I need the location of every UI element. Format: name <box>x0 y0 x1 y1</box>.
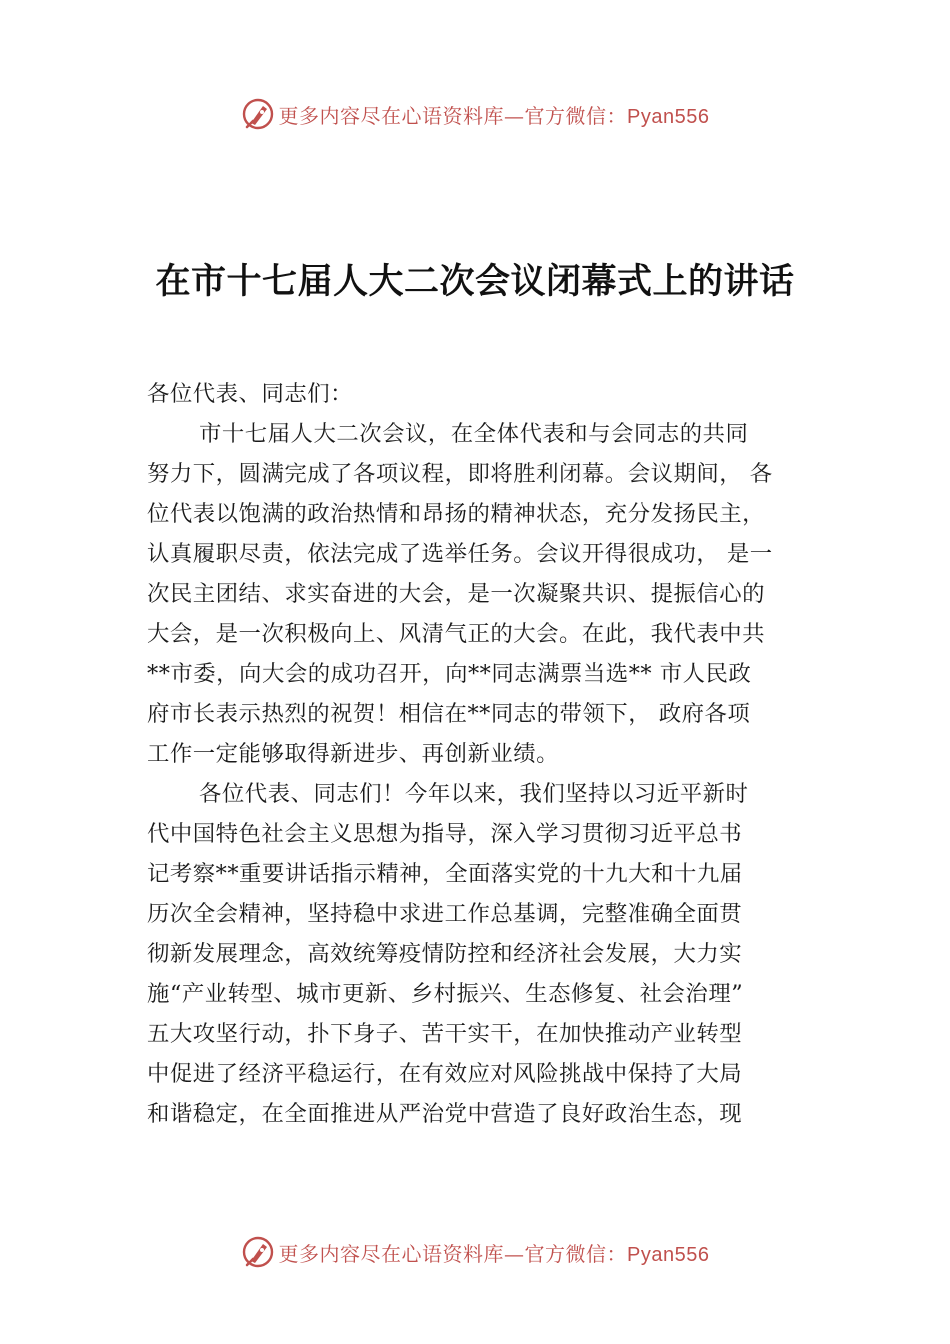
wechat-id: Pyan556 <box>627 105 710 128</box>
paragraph-line: 努力下，圆满完成了各项议程，即将胜利闭幕。会议期间， 各 <box>147 461 773 487</box>
paragraph-line: 府市长表示热烈的祝贺！相信在**同志的带领下， 政府各项 <box>147 701 751 727</box>
pen-nib-circle-icon <box>241 97 275 131</box>
paragraph-line: 大会，是一次积极向上、风清气正的大会。在此，我代表中共 <box>147 621 766 647</box>
banner-slogan: 更多内容尽在心语资料库—官方微信： <box>278 103 628 128</box>
paragraph-line: 工作一定能够取得新进步、再创新业绩。 <box>147 741 560 767</box>
banner-slogan: 更多内容尽在心语资料库—官方微信： <box>278 1241 628 1266</box>
paragraph-line: **市委，向大会的成功召开，向**同志满票当选** 市人民政 <box>147 661 752 687</box>
paragraph-line: 各位代表、同志们！今年以来，我们坚持以习近平新时 <box>199 781 749 807</box>
document-title: 在市十七届人大二次会议闭幕式上的讲话 <box>155 262 795 302</box>
paragraph-line: 记考察**重要讲话指示精神，全面落实党的十九大和十九届 <box>147 861 743 887</box>
pen-nib-circle-icon <box>241 1235 275 1269</box>
paragraph-2 <box>147 774 817 1134</box>
paragraph-line: 和谐稳定，在全面推进从严治党中营造了良好政治生态，现 <box>147 1101 743 1127</box>
paragraph-line: 市十七届人大二次会议，在全体代表和与会同志的共同 <box>199 421 749 447</box>
paragraph-line: 历次全会精神，坚持稳中求进工作总基调，完整准确全面贯 <box>147 901 743 927</box>
paragraph-1 <box>147 414 817 774</box>
paragraph-line: 施“产业转型、城市更新、乡村振兴、生态修复、社会治理” <box>147 981 744 1007</box>
paragraph-line: 彻新发展理念，高效统筹疫情防控和经济社会发展，大力实 <box>147 941 743 967</box>
banner-text <box>279 1238 710 1267</box>
banner-text <box>279 100 710 129</box>
paragraph-line: 次民主团结、求实奋进的大会，是一次凝聚共识、提振信心的 <box>147 581 766 607</box>
paragraph-line: 中促进了经济平稳运行，在有效应对风险挑战中保持了大局 <box>147 1061 743 1087</box>
wechat-id: Pyan556 <box>627 1243 710 1266</box>
header-banner <box>0 94 950 134</box>
footer-banner <box>0 1232 950 1272</box>
salutation: 各位代表、同志们： <box>147 381 354 407</box>
paragraph-line: 位代表以饱满的政治热情和昂扬的精神状态，充分发扬民主， <box>147 501 766 527</box>
paragraph-line: 五大攻坚行动，扑下身子、苦干实干，在加快推动产业转型 <box>147 1021 743 1047</box>
paragraph-line: 代中国特色社会主义思想为指导，深入学习贯彻习近平总书 <box>147 821 743 847</box>
paragraph-line: 认真履职尽责，依法完成了选举任务。会议开得很成功， 是一 <box>147 541 773 567</box>
document-body <box>147 374 817 1134</box>
